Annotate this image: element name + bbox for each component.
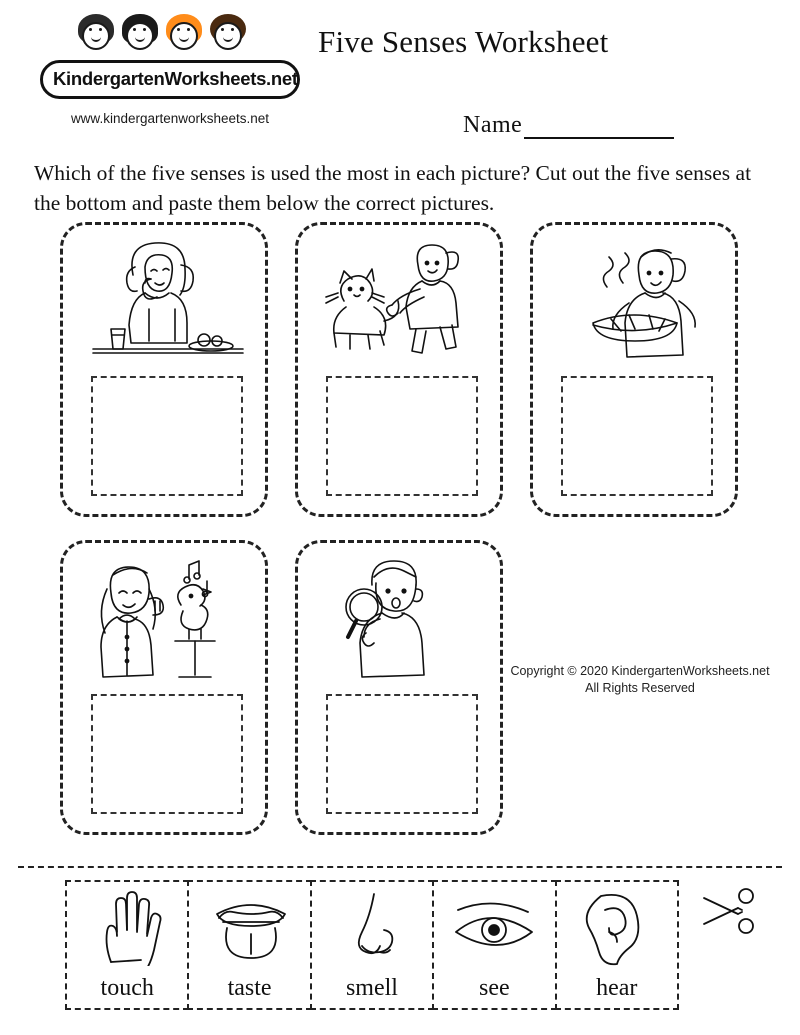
logo-kids-illustration — [70, 12, 270, 58]
name-input-line[interactable] — [524, 119, 674, 139]
copyright-block — [500, 663, 780, 697]
tongue-icon — [189, 888, 309, 966]
cutout-label: see — [479, 975, 510, 1001]
picture-card-taste[interactable] — [60, 222, 268, 517]
name-label-text: Name — [463, 112, 523, 138]
cutout-strip — [65, 880, 687, 1010]
instructions-text: Which of the five senses is used the most in each picture? Cut out the five senses at the bottom and paste them below the correct pictures. — [34, 161, 752, 215]
picture-card-touch[interactable] — [295, 222, 503, 517]
rights-text: All Rights Reserved — [585, 681, 695, 695]
cutout-card-hear[interactable] — [555, 880, 679, 1010]
girl-smelling-pie-illustration — [541, 231, 731, 379]
cutout-card-smell[interactable] — [310, 880, 434, 1010]
worksheet-header — [0, 0, 800, 150]
girl-eating-cookie-illustration — [71, 231, 261, 379]
paste-area[interactable] — [561, 376, 713, 496]
cutout-card-see[interactable] — [432, 880, 556, 1010]
picture-card-see[interactable] — [295, 540, 503, 835]
cutout-card-touch[interactable] — [65, 880, 189, 1010]
ear-icon — [557, 888, 677, 966]
picture-card-smell[interactable] — [530, 222, 738, 517]
cutout-card-taste[interactable] — [187, 880, 311, 1010]
girl-petting-cat-illustration — [306, 231, 496, 379]
logo-banner-text: KindergartenWorksheets.net — [40, 60, 300, 99]
cutout-label: hear — [596, 975, 638, 1001]
paste-area[interactable] — [91, 694, 243, 814]
kid-face-icon — [206, 14, 250, 58]
cutout-label: taste — [227, 975, 272, 1001]
kid-face-icon — [162, 14, 206, 58]
cutout-label: touch — [100, 975, 154, 1001]
cutout-label: smell — [345, 975, 398, 1001]
girl-listening-bird-illustration — [71, 549, 261, 697]
boy-magnifying-glass-illustration — [306, 549, 496, 697]
picture-card-hear[interactable] — [60, 540, 268, 835]
kid-face-icon — [74, 14, 118, 58]
site-url: www.kindergartenworksheets.net — [70, 111, 270, 126]
eye-icon — [434, 888, 554, 966]
scissors-icon — [700, 886, 760, 936]
cut-along-line — [18, 866, 782, 868]
hand-icon — [67, 888, 187, 966]
paste-area[interactable] — [326, 694, 478, 814]
nose-icon — [312, 888, 432, 966]
page-title: Five Senses Worksheet — [318, 24, 609, 59]
paste-area[interactable] — [326, 376, 478, 496]
name-field-label — [463, 112, 674, 139]
copyright-text: Copyright © 2020 KindergartenWorksheets.net — [510, 664, 770, 678]
site-logo — [40, 12, 300, 126]
kid-face-icon — [118, 14, 162, 58]
paste-area[interactable] — [91, 376, 243, 496]
